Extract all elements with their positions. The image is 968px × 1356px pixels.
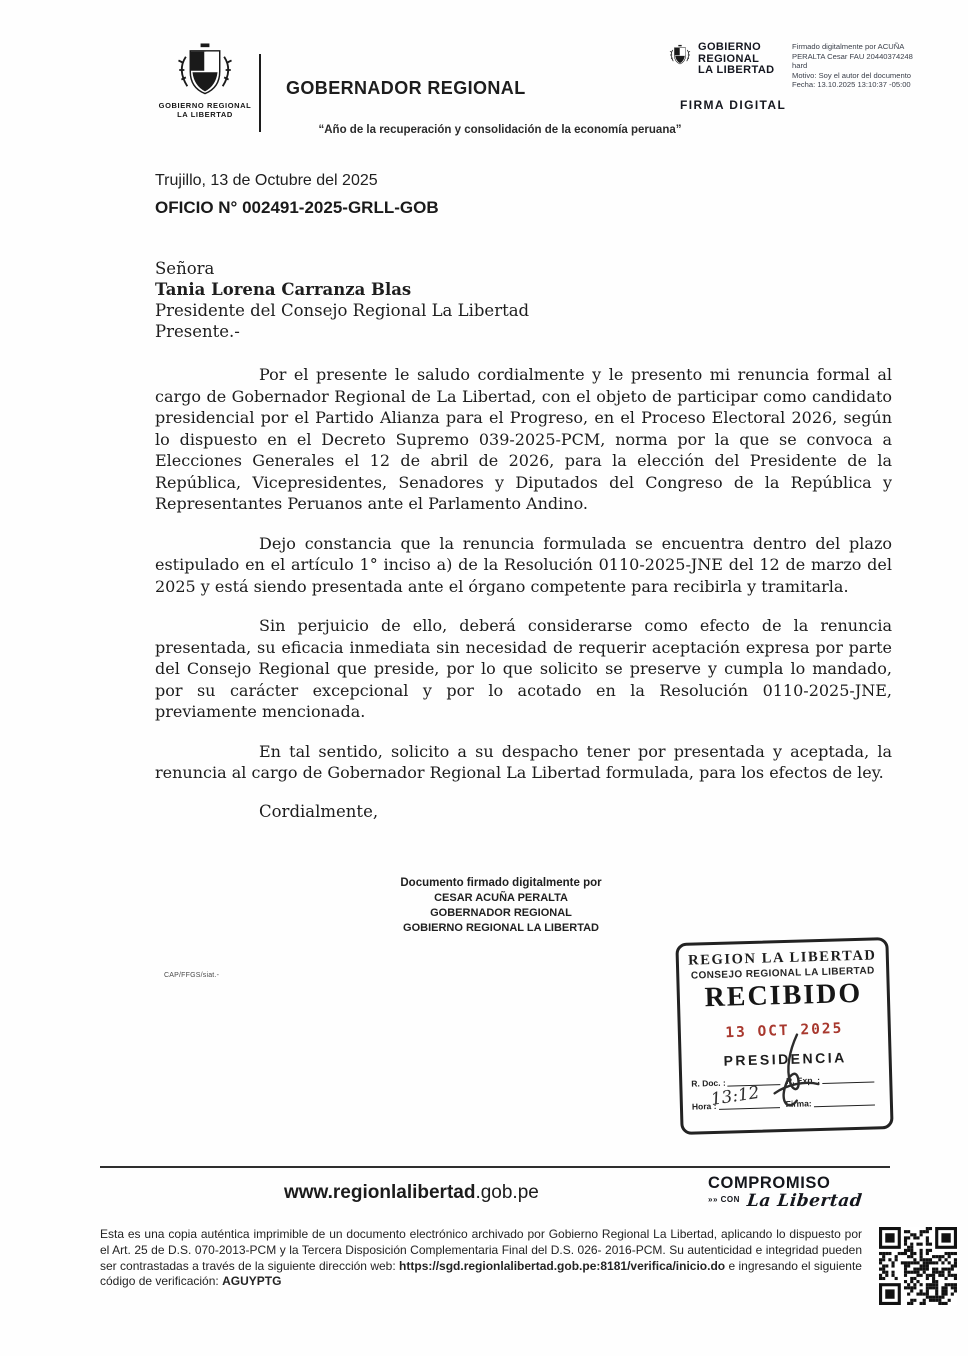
stamp-label-rexp: R. Exp. : bbox=[785, 1075, 821, 1086]
digsig-detail-line2: PERALTA Cesar FAU 20440374248 bbox=[792, 51, 913, 61]
letter-paragraphs bbox=[155, 364, 892, 784]
digsig-detail-line3: hard bbox=[792, 61, 808, 71]
recipient-presente: Presente.- bbox=[155, 322, 240, 341]
digsig-entity-line1: GOBIERNO bbox=[698, 41, 762, 53]
place-and-date: Trujillo, 13 de Octubre del 2025 bbox=[155, 172, 378, 189]
signed-by-line3: GOBERNADOR REGIONAL bbox=[430, 907, 572, 919]
paragraph-4: En tal sentido, solicito a su despacho tener por presentada y aceptada, la renuncia al cargo de Gobernador Regional La Libertad formulada, para los efectos de ley. bbox=[155, 741, 892, 782]
paragraph-2: Dejo constancia que la renuncia formulada se encuentra dentro del plazo estipulado en el artículo 1° inciso a) de la Resolución 0110-2025-JNE del 12 de marzo del 2025 y está siendo presentada ante el órgano competente para recibirla y tramitarla. bbox=[155, 533, 892, 596]
stamp-recibido: RECIBIDO bbox=[704, 977, 863, 1014]
stamp-rexp-line bbox=[822, 1075, 874, 1084]
letter-body bbox=[155, 172, 892, 821]
stamp-label-hora: Hora : bbox=[691, 1100, 717, 1112]
verification-url: https://sgd.regionlalibertad.gob.pe:8181/verifica/inicio.do bbox=[399, 1258, 726, 1273]
paragraph-3: Sin perjuicio de ello, deberá considerarse como efecto de la renuncia presentada, su eficacia inmediata sin necesidad de requerir aceptación expresa por parte del Consejo Regional que preside, por lo que solicito se preserve y cumpla lo mandado, por su carácter excepcional y por lo acotado en la Resolución 0110-2025-JNE, previamente mencionada. bbox=[155, 616, 892, 721]
year-motto: “Año de la recuperación y consolidación de la economía peruana” bbox=[318, 124, 682, 136]
digital-signature-block bbox=[666, 42, 966, 112]
compromiso-brand bbox=[708, 1174, 868, 1211]
stamp-firma-line bbox=[814, 1098, 875, 1108]
stamp-region: REGION LA LIBERTAD bbox=[687, 947, 877, 969]
website-url bbox=[284, 1182, 539, 1204]
authenticity-disclaimer bbox=[100, 1227, 862, 1290]
stamp-date: 13 OCT 2025 bbox=[725, 1020, 844, 1042]
header-divider bbox=[259, 54, 261, 132]
signed-by-line2: CESAR ACUÑA PERALTA bbox=[434, 892, 568, 904]
recipient-name: Tania Lorena Carranza Blas bbox=[155, 280, 412, 299]
qr-code bbox=[879, 1227, 957, 1305]
verification-code: AGUYPTG bbox=[222, 1274, 282, 1289]
stamp-label-rdoc: R. Doc. : bbox=[691, 1077, 726, 1089]
firma-digital-label: FIRMA DIGITAL bbox=[680, 97, 787, 112]
digsig-detail-line1: Firmado digitalmente por ACUÑA bbox=[792, 42, 905, 51]
footer-rule bbox=[100, 1166, 890, 1168]
digsig-detail-line4: Motivo: Soy el autor del documento bbox=[792, 70, 912, 80]
website-url-rest: .gob.pe bbox=[475, 1182, 539, 1203]
signed-by-line1: Documento firmado digitalmente por bbox=[400, 877, 602, 889]
seal-caption-line1: GOBIERNO REGIONAL bbox=[158, 101, 252, 110]
stamp-hora-value: 13:12 bbox=[709, 1082, 761, 1110]
website-url-bold: www.regionlalibertad bbox=[284, 1182, 476, 1203]
received-stamp bbox=[675, 937, 893, 1135]
mini-coat-of-arms-icon bbox=[666, 44, 694, 66]
digsig-detail-line5: Fecha: 13.10.2025 13:10:37 -05:00 bbox=[792, 80, 911, 90]
digsig-entity-line2: REGIONAL bbox=[698, 52, 760, 65]
brand-title: COMPROMISO bbox=[708, 1174, 831, 1192]
regional-government-seal bbox=[146, 42, 264, 119]
recipient-salutation: Señora bbox=[155, 259, 215, 278]
office-title: GOBERNADOR REGIONAL bbox=[286, 78, 526, 98]
digsig-entity-line3: LA LIBERTAD bbox=[698, 64, 775, 76]
stamp-council: CONSEJO REGIONAL LA LIBERTAD bbox=[690, 965, 875, 982]
coat-of-arms-icon bbox=[168, 42, 242, 98]
paragraph-1: Por el presente le saludo cordialmente y le presento mi renuncia formal al cargo de Gobernador Regional de La Libertad, con el objeto de participar como candidato presidencial por el Partido Alianza para el Progreso, en el Proceso Electoral 2026, según lo dispuesto en el Decreto Supremo 039-2025-PCM, norma por la que se convoca a Elecciones Generales el 12 de abril de 2026, para la elección del Presidente de la República, Vicepresidentes, Senadores y Diputados del Congreso de la República y Representantes Peruanos ante el Parlamento Andino. bbox=[155, 365, 892, 513]
recipient-block bbox=[155, 258, 892, 342]
closing-salutation: Cordialmente, bbox=[259, 801, 379, 821]
drafter-initials: CAP/FFGS/siat.- bbox=[164, 972, 220, 979]
oficio-number: OFICIO N° 002491-2025-GRLL-GOB bbox=[155, 198, 439, 217]
seal-caption-line2: LA LIBERTAD bbox=[177, 110, 233, 119]
stamp-label-firma: Firma: bbox=[785, 1098, 812, 1109]
disclaimer-text: Esta es una copia auténtica imprimible de un documento electrónico archivado por Gobierno Regional La Libertad, aplicando lo dispuesto por el Art. 25 de D.S. 070-2013-PCM y la Tercera Disposición Complementaria Final del D.S. 026- 2016-PCM. Su autenticidad e integridad pueden ser contrastadas a través de la siguiente dirección web: bbox=[100, 1227, 862, 1273]
disclaimer-suffix: e ingresando el siguiente código de verificación: bbox=[100, 1258, 862, 1289]
recipient-title: Presidente del Consejo Regional La Libertad bbox=[155, 301, 530, 320]
brand-sub-script: La Libertad bbox=[746, 1191, 864, 1211]
stamp-office: PRESIDENCIA bbox=[723, 1049, 847, 1069]
signed-by-line4: GOBIERNO REGIONAL LA LIBERTAD bbox=[403, 922, 599, 934]
brand-sub-prefix: »» CON bbox=[708, 1195, 740, 1204]
signed-by-block bbox=[371, 876, 631, 936]
